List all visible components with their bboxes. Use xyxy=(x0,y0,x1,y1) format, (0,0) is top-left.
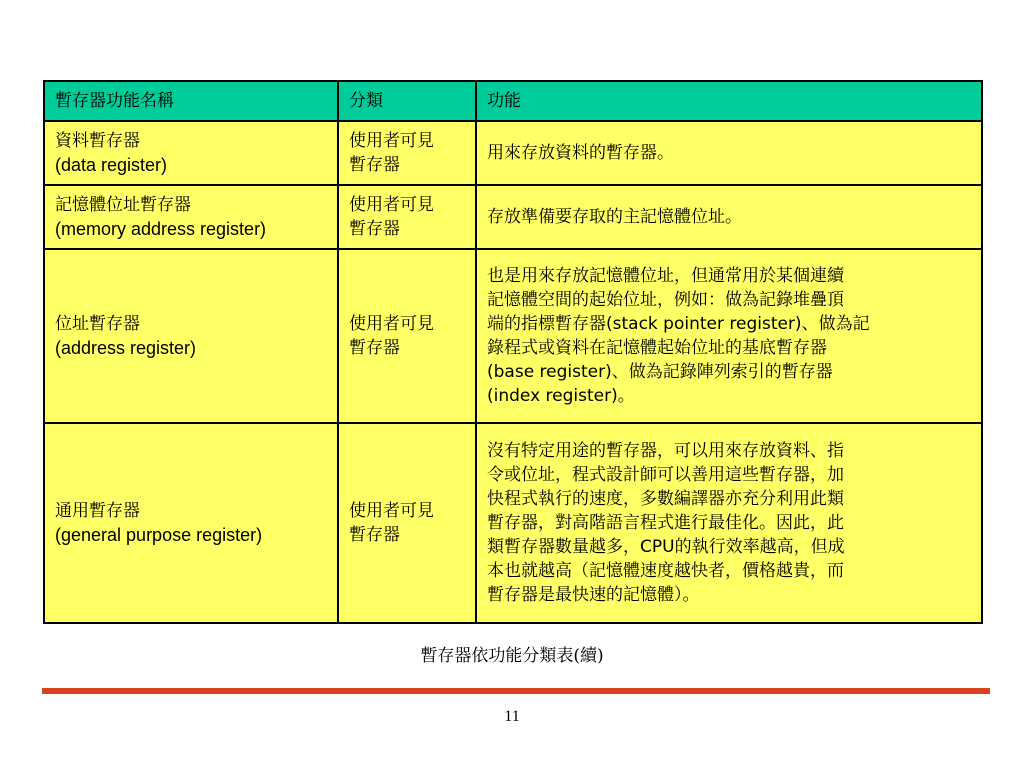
register-name-zh: 記憶體位址暫存器 xyxy=(55,195,191,215)
page-number: 11 xyxy=(504,708,520,725)
register-name-cell xyxy=(44,121,338,185)
table-row xyxy=(44,423,982,623)
function-cell: 存放準備要存取的主記憶體位址。 xyxy=(476,185,982,249)
header-category: 分類 xyxy=(338,81,476,121)
category-cell: 使用者可見 暫存器 xyxy=(338,121,476,185)
register-name-zh: 資料暫存器 xyxy=(55,131,140,151)
table-row xyxy=(44,249,982,423)
table-row xyxy=(44,185,982,249)
table-row xyxy=(44,121,982,185)
register-name-en: (general purpose register) xyxy=(55,525,263,545)
function-cell: 沒有特定用途的暫存器，可以用來存放資料、指 令或位址，程式設計師可以善用這些暫存器，加 快程式執行的速度，多數編譯器亦充分利用此類 暫存器，對高階語言程式進行最佳化。因此，此 類暫存器數量越多，CPU的執行效率越高，但成 本也就越高（記憶體速度越快者，價格越貴，而 暫存器是最快速的記憶體）。 xyxy=(476,423,982,623)
function-cell: 用來存放資料的暫存器。 xyxy=(476,121,982,185)
category-cell: 使用者可見 暫存器 xyxy=(338,423,476,623)
register-name-en: (address register) xyxy=(55,338,197,358)
category-cell: 使用者可見 暫存器 xyxy=(338,185,476,249)
register-name-en: (memory address register) xyxy=(55,219,267,239)
register-name-zh: 通用暫存器 xyxy=(55,501,140,521)
header-register-name: 暫存器功能名稱 xyxy=(44,81,338,121)
header-function: 功能 xyxy=(476,81,982,121)
register-name-en: (data register) xyxy=(55,155,168,175)
register-name-zh: 位址暫存器 xyxy=(55,314,140,334)
register-classification-table xyxy=(43,80,983,624)
table-header-row xyxy=(44,81,982,121)
function-cell: 也是用來存放記憶體位址，但通常用於某個連續 記憶體空間的起始位址，例如：做為記錄堆疊頂 端的指標暫存器(stack pointer register)、做為記 錄程式或資料在記憶體起始位址的基底暫存器 (base register)、做為記錄陣列索引的暫存器 (index register)。 xyxy=(476,249,982,423)
register-name-cell xyxy=(44,249,338,423)
category-cell: 使用者可見 暫存器 xyxy=(338,249,476,423)
register-name-cell xyxy=(44,185,338,249)
table-caption: 暫存器依功能分類表(續) xyxy=(420,646,604,666)
register-name-cell xyxy=(44,423,338,623)
footer-divider xyxy=(42,688,990,694)
